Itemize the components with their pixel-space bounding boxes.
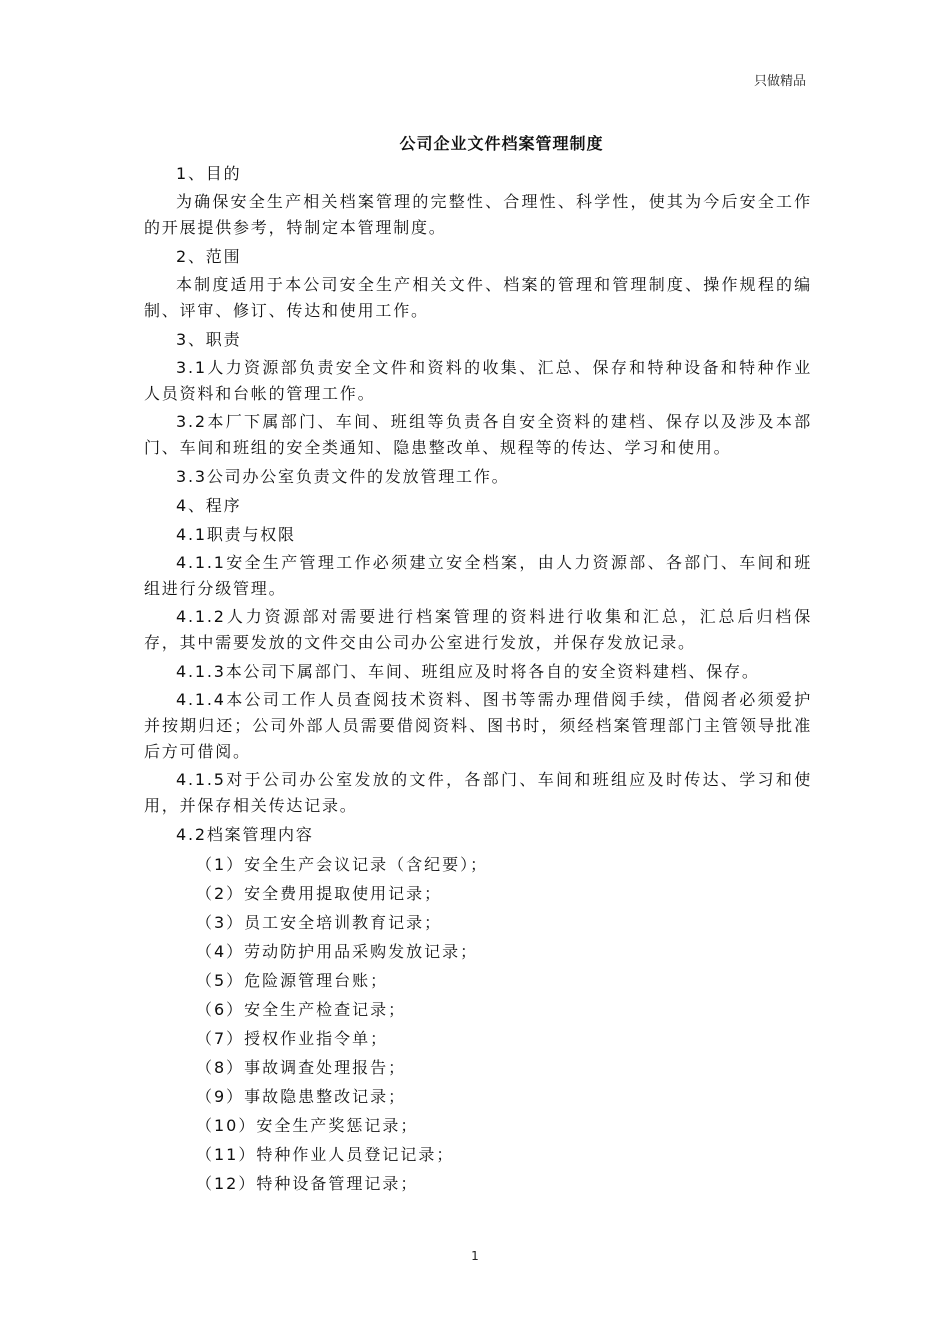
list-item: （10）安全生产奖惩记录； xyxy=(196,1116,419,1135)
document-body xyxy=(144,160,812,1198)
list-item: （1）安全生产会议记录（含纪要）； xyxy=(196,855,489,874)
heading-scope: 2、范围 xyxy=(176,247,242,266)
paragraph-4-1-5: 4.1.5对于公司办公室发放的文件，各部门、车间和班组应及时传达、学习和使用，并保存相关传达记录。 xyxy=(144,770,812,815)
list-item: （5）危险源管理台账； xyxy=(196,971,389,990)
heading-procedure: 4、程序 xyxy=(176,496,242,515)
paragraph-4-1-2: 4.1.2人力资源部对需要进行档案管理的资料进行收集和汇总，汇总后归档保存，其中需要发放的文件交由公司办公室进行发放，并保存发放记录。 xyxy=(144,607,812,652)
list-item: （7）授权作业指令单； xyxy=(196,1029,389,1048)
page-number: 1 xyxy=(471,1249,479,1263)
heading-4-2: 4.2档案管理内容 xyxy=(176,825,314,844)
header-tag: 只做精品 xyxy=(753,74,806,89)
paragraph-scope: 本制度适用于本公司安全生产相关文件、档案的管理和管理制度、操作规程的编制、评审、修订、传达和使用工作。 xyxy=(144,275,812,320)
paragraph-3-2: 3.2本厂下属部门、车间、班组等负责各自安全资料的建档、保存以及涉及本部门、车间和班组的安全类通知、隐患整改单、规程等的传达、学习和使用。 xyxy=(144,412,812,457)
paragraph-3-3: 3.3公司办公室负责文件的发放管理工作。 xyxy=(176,467,510,486)
list-item: （6）安全生产检查记录； xyxy=(196,1000,407,1019)
list-item: （8）事故调查处理报告； xyxy=(196,1058,407,1077)
heading-4-1: 4.1职责与权限 xyxy=(176,525,296,544)
list-item: （11）特种作业人员登记记录； xyxy=(196,1145,455,1164)
paragraph-3-1: 3.1人力资源部负责安全文件和资料的收集、汇总、保存和特种设备和特种作业人员资料和台帐的管理工作。 xyxy=(144,358,812,403)
list-item: （3）员工安全培训教育记录； xyxy=(196,913,443,932)
paragraph-4-1-1: 4.1.1安全生产管理工作必须建立安全档案，由人力资源部、各部门、车间和班组进行分级管理。 xyxy=(144,553,812,598)
archive-content-list xyxy=(144,850,812,1198)
document-title: 公司企业文件档案管理制度 xyxy=(399,134,604,153)
list-item: （2）安全费用提取使用记录； xyxy=(196,884,443,903)
list-item: （4）劳动防护用品采购发放记录； xyxy=(196,942,479,961)
heading-purpose: 1、目的 xyxy=(176,164,242,183)
paragraph-4-1-4: 4.1.4本公司工作人员查阅技术资料、图书等需办理借阅手续，借阅者必须爱护并按期归还；公司外部人员需要借阅资料、图书时，须经档案管理部门主管领导批准后方可借阅。 xyxy=(144,690,812,761)
list-item: （9）事故隐患整改记录； xyxy=(196,1087,407,1106)
paragraph-purpose: 为确保安全生产相关档案管理的完整性、合理性、科学性，使其为今后安全工作的开展提供参考，特制定本管理制度。 xyxy=(144,192,812,237)
heading-duties: 3、职责 xyxy=(176,330,242,349)
paragraph-4-1-3: 4.1.3本公司下属部门、车间、班组应及时将各自的安全资料建档、保存。 xyxy=(176,662,760,681)
list-item: （12）特种设备管理记录； xyxy=(196,1174,419,1193)
